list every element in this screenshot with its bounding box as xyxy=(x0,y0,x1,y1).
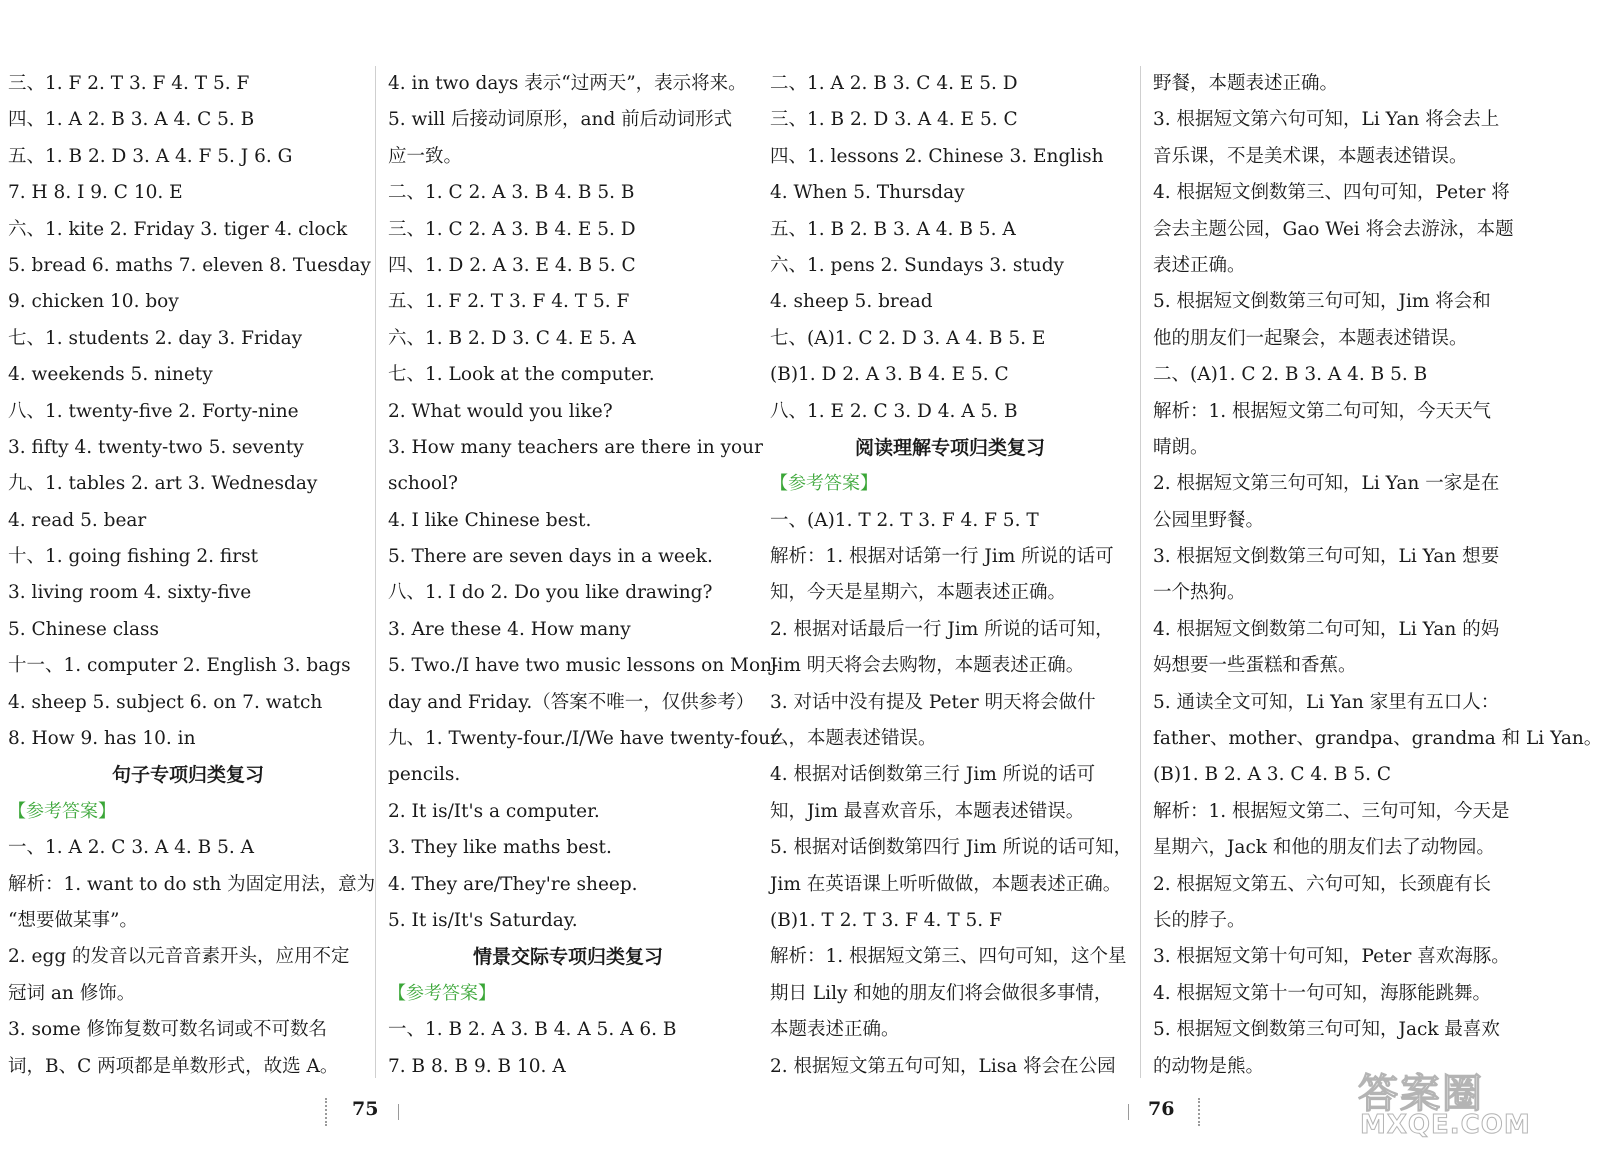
text-line: 五、1. F 2. T 3. F 4. T 5. F xyxy=(388,291,630,313)
left-page-column-1 xyxy=(8,66,376,1085)
text-line: 应一致。 xyxy=(388,145,463,167)
text-line: day and Friday.（答案不唯一，仅供参考） xyxy=(388,691,755,713)
page-number-left: 75 xyxy=(352,1098,379,1120)
text-line: 一、(A)1. T 2. T 3. F 4. F 5. T xyxy=(770,509,1039,531)
text-line: 四、1. lessons 2. Chinese 3. English xyxy=(770,145,1104,167)
text-line: 5. 根据短文倒数第三句可知，Jim 将会和 xyxy=(1153,291,1491,313)
answer-key-label: 【参考答案】 xyxy=(8,800,116,822)
text-line: 2. What would you like? xyxy=(388,400,613,422)
text-line: 4. in two days 表示“过两天”，表示将来。 xyxy=(388,73,747,94)
text-line: 长的脖子。 xyxy=(1153,909,1246,931)
text-line: 七、(A)1. C 2. D 3. A 4. B 5. E xyxy=(770,327,1046,349)
text-line: 4. 根据短文第十一句可知，海豚能跳舞。 xyxy=(1153,982,1492,1004)
left-page-column-2 xyxy=(388,66,779,1085)
text-line: 一、1. A 2. C 3. A 4. B 5. A xyxy=(8,837,255,859)
text-line: 4. 根据短文倒数第二句可知，Li Yan 的妈 xyxy=(1153,618,1500,640)
text-line: 三、1. C 2. A 3. B 4. E 5. D xyxy=(388,218,636,240)
text-line: 八、1. E 2. C 3. D 4. A 5. B xyxy=(770,400,1018,422)
text-line: 5. Two./I have two music lessons on Mon- xyxy=(388,655,779,677)
text-line: 词，B、C 两项都是单数形式，故选 A。 xyxy=(8,1055,339,1077)
text-line: 冠词 an 修饰。 xyxy=(8,982,136,1004)
text-line: 解析：1. 根据短文第二、三句可知，今天是 xyxy=(1153,800,1510,822)
text-line: (B)1. T 2. T 3. F 4. T 5. F xyxy=(770,909,1002,931)
watermark-url: MXQE.COM xyxy=(1360,1110,1531,1140)
text-line: 2. 根据短文第五句可知，Lisa 将会在公园 xyxy=(770,1055,1116,1077)
page-number-ornament xyxy=(398,1104,399,1120)
text-line: school? xyxy=(388,473,458,495)
text-line: 七、1. students 2. day 3. Friday xyxy=(8,327,303,349)
text-line: 4. 根据对话倒数第三行 Jim 所说的话可 xyxy=(770,764,1096,786)
text-line: 六、1. B 2. D 3. C 4. E 5. A xyxy=(388,327,636,349)
text-line: Jim 明天将会去购物，本题表述正确。 xyxy=(770,655,1085,677)
text-line: 星期六，Jack 和他的朋友们去了动物园。 xyxy=(1153,837,1495,859)
text-line: 4. weekends 5. ninety xyxy=(8,364,213,386)
text-line: 7. H 8. I 9. C 10. E xyxy=(8,182,183,204)
text-line: 5. 根据对话倒数第四行 Jim 所说的话可知， xyxy=(770,837,1133,859)
text-line: 公园里野餐。 xyxy=(1153,509,1265,531)
text-line: 野餐，本题表述正确。 xyxy=(1153,73,1339,94)
text-line: 4. They are/They're sheep. xyxy=(388,873,638,895)
text-line: 晴朗。 xyxy=(1153,436,1209,458)
text-line: 3. 对话中没有提及 Peter 明天将会做什 xyxy=(770,691,1096,713)
right-page-column-2 xyxy=(1153,66,1602,1085)
text-line: 3. How many teachers are there in your xyxy=(388,436,763,458)
text-line: 5. It is/It's Saturday. xyxy=(388,909,578,931)
section-heading: 阅读理解专项归类复习 xyxy=(854,436,1045,459)
text-line: 一、1. B 2. A 3. B 4. A 5. A 6. B xyxy=(388,1019,677,1041)
text-line: 3. some 修饰复数可数名词或不可数名 xyxy=(8,1019,328,1041)
text-line: 3. Are these 4. How many xyxy=(388,618,631,640)
text-line: 4. I like Chinese best. xyxy=(388,509,592,531)
text-line: 知，Jim 最喜欢音乐，本题表述错误。 xyxy=(770,800,1085,822)
text-line: 3. 根据短文第六句可知，Li Yan 将会去上 xyxy=(1153,109,1500,131)
text-line: 期日 Lily 和她的朋友们将会做很多事情， xyxy=(770,982,1113,1004)
page-number-ornament xyxy=(325,1098,329,1126)
text-line: 5. There are seven days in a week. xyxy=(388,546,713,568)
text-line: 二、1. C 2. A 3. B 4. B 5. B xyxy=(388,182,635,204)
text-line: 本题表述正确。 xyxy=(770,1019,900,1041)
text-line: 9. chicken 10. boy xyxy=(8,291,179,313)
text-line: “想要做某事”。 xyxy=(8,909,138,931)
watermark-logo-text: 答案圈 xyxy=(1358,1071,1484,1117)
text-line: 2. 根据对话最后一行 Jim 所说的话可知， xyxy=(770,618,1114,640)
text-line: 3. 根据短文第十句可知，Peter 喜欢海豚。 xyxy=(1153,946,1510,968)
page-number-right: 76 xyxy=(1148,1098,1175,1120)
text-line: 四、1. D 2. A 3. E 4. B 5. C xyxy=(388,254,636,276)
text-line: 四、1. A 2. B 3. A 4. C 5. B xyxy=(8,109,255,131)
text-line: 三、1. F 2. T 3. F 4. T 5. F xyxy=(8,73,250,94)
text-line: 2. It is/It's a computer. xyxy=(388,800,600,822)
page-number-ornament xyxy=(1128,1104,1129,1120)
text-line: 五、1. B 2. B 3. A 4. B 5. A xyxy=(770,218,1016,240)
text-line: 3. They like maths best. xyxy=(388,837,612,859)
text-line: 十、1. going fishing 2. first xyxy=(8,546,259,568)
text-line: 解析：1. 根据对话第一行 Jim 所说的话可 xyxy=(770,546,1114,568)
answer-key-label: 【参考答案】 xyxy=(388,982,496,1004)
text-line: 九、1. Twenty-four./I/We have twenty-four xyxy=(388,728,779,750)
text-line: 的动物是熊。 xyxy=(1153,1055,1265,1077)
text-line: 4. sheep 5. bread xyxy=(770,291,933,313)
column-divider xyxy=(375,66,376,1078)
text-line: 妈想要一些蛋糕和香蕉。 xyxy=(1153,655,1357,677)
text-line: 会去主题公园，Gao Wei 将会去游泳，本题 xyxy=(1153,218,1514,240)
text-line: (B)1. B 2. A 3. C 4. B 5. C xyxy=(1153,764,1392,786)
text-line: 4. read 5. bear xyxy=(8,509,147,531)
text-line: 5. 通读全文可知，Li Yan 家里有五口人： xyxy=(1153,691,1500,713)
text-line: 7. B 8. B 9. B 10. A xyxy=(388,1055,566,1077)
text-line: 3. 根据短文倒数第三句可知，Li Yan 想要 xyxy=(1153,546,1500,568)
text-line: 8. How 9. has 10. in xyxy=(8,728,196,750)
text-line: 六、1. pens 2. Sundays 3. study xyxy=(770,254,1065,276)
watermark-logo xyxy=(1340,1062,1530,1144)
text-line: 二、(A)1. C 2. B 3. A 4. B 5. B xyxy=(1153,364,1428,386)
text-line: 5. Chinese class xyxy=(8,618,159,640)
text-line: 九、1. tables 2. art 3. Wednesday xyxy=(8,473,318,495)
text-line: 十一、1. computer 2. English 3. bags xyxy=(8,655,351,677)
text-line: 4. 根据短文倒数第三、四句可知，Peter 将 xyxy=(1153,182,1510,204)
text-line: 六、1. kite 2. Friday 3. tiger 4. clock xyxy=(8,218,348,240)
text-line: 解析：1. want to do sth 为固定用法，意为 xyxy=(8,873,376,895)
text-line: 七、1. Look at the computer. xyxy=(388,364,655,386)
text-line: pencils. xyxy=(388,764,461,786)
text-line: 五、1. B 2. D 3. A 4. F 5. J 6. G xyxy=(8,145,293,167)
section-heading: 句子专项归类复习 xyxy=(111,764,264,787)
text-line: 2. 根据短文第三句可知，Li Yan 一家是在 xyxy=(1153,473,1500,495)
text-line: 三、1. B 2. D 3. A 4. E 5. C xyxy=(770,109,1018,131)
text-line: 4. sheep 5. subject 6. on 7. watch xyxy=(8,691,323,713)
text-line: 解析：1. 根据短文第三、四句可知，这个星 xyxy=(770,946,1127,968)
text-line: Jim 在英语课上听听做做，本题表述正确。 xyxy=(770,873,1122,895)
text-line: 5. will 后接动词原形，and 前后动词形式 xyxy=(388,109,733,131)
text-line: 他的朋友们一起聚会，本题表述错误。 xyxy=(1153,327,1468,349)
text-line: 5. 根据短文倒数第三句可知，Jack 最喜欢 xyxy=(1153,1019,1500,1041)
text-line: 2. 根据短文第五、六句可知，长颈鹿有长 xyxy=(1153,873,1492,895)
text-line: 5. bread 6. maths 7. eleven 8. Tuesday xyxy=(8,254,371,276)
page-number-ornament xyxy=(1198,1098,1202,1126)
text-line: 解析：1. 根据短文第二句可知，今天天气 xyxy=(1153,400,1492,422)
text-line: 4. When 5. Thursday xyxy=(770,182,965,204)
text-line: 二、1. A 2. B 3. C 4. E 5. D xyxy=(770,73,1018,94)
text-line: father、mother、grandpa、grandma 和 Li Yan。 xyxy=(1153,728,1602,750)
text-line: (B)1. D 2. A 3. B 4. E 5. C xyxy=(770,364,1009,386)
text-line: 音乐课，不是美术课，本题表述错误。 xyxy=(1153,145,1468,167)
text-line: 2. egg 的发音以元音音素开头，应用不定 xyxy=(8,946,350,968)
column-divider xyxy=(1140,66,1141,1078)
right-page-column-1 xyxy=(770,66,1133,1085)
section-heading: 情景交际专项归类复习 xyxy=(472,946,663,969)
text-line: 3. living room 4. sixty-five xyxy=(8,582,252,604)
text-line: 么，本题表述错误。 xyxy=(770,728,937,750)
text-line: 八、1. twenty-five 2. Forty-nine xyxy=(8,400,299,422)
text-line: 八、1. I do 2. Do you like drawing? xyxy=(388,582,713,604)
text-line: 3. fifty 4. twenty-two 5. seventy xyxy=(8,436,304,458)
text-line: 表述正确。 xyxy=(1153,254,1246,276)
text-line: 知，今天是星期六，本题表述正确。 xyxy=(770,582,1067,604)
text-line: 一个热狗。 xyxy=(1153,582,1246,604)
answer-key-label: 【参考答案】 xyxy=(770,473,878,495)
